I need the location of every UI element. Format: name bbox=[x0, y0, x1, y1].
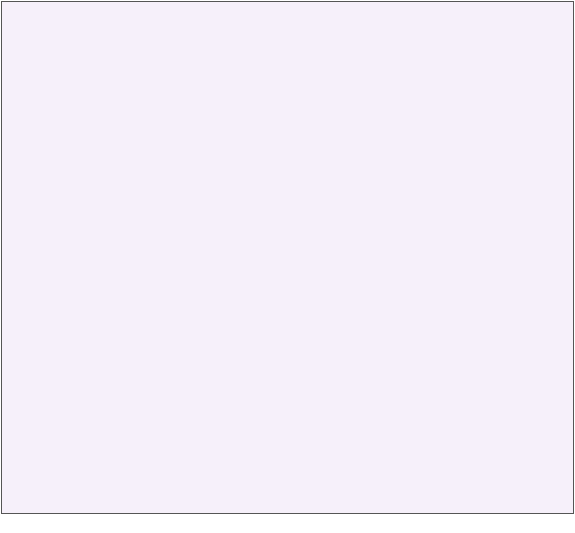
bbt-chart bbox=[1, 1, 574, 514]
no-bbt-message bbox=[2, 122, 573, 140]
chart-title bbox=[2, 2, 573, 21]
copyright-footer bbox=[0, 514, 575, 533]
